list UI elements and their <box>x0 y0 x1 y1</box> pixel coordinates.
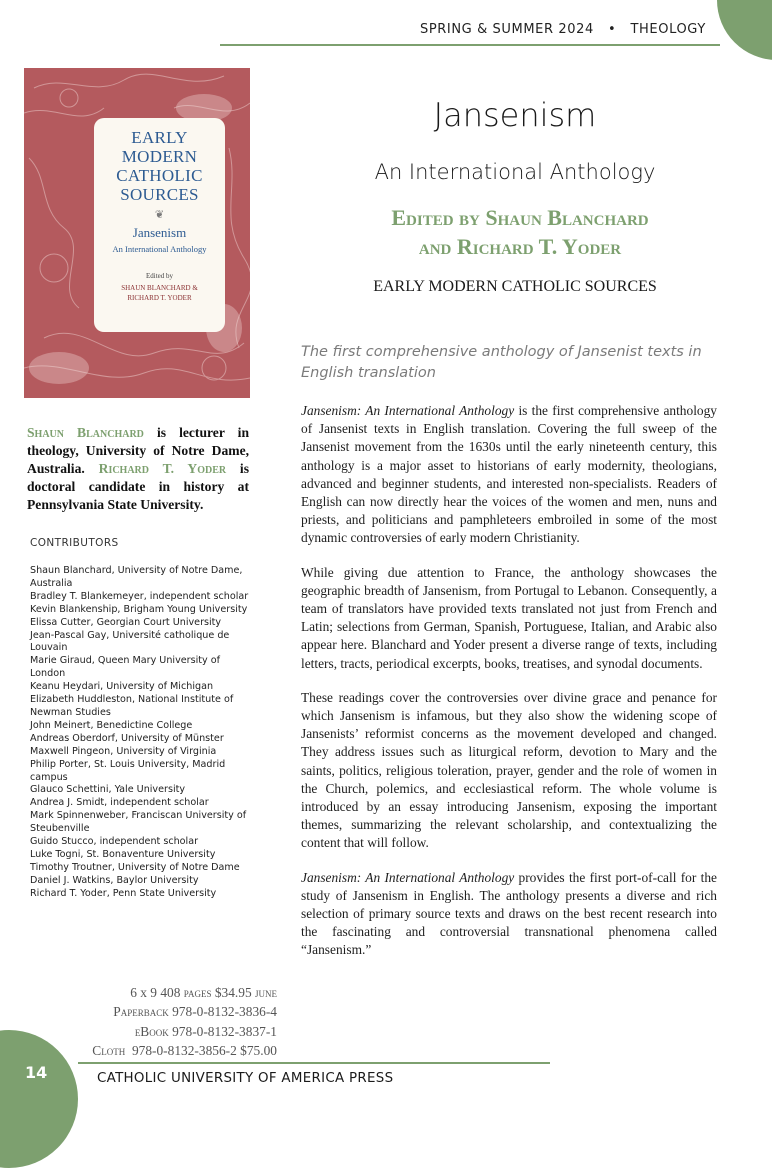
description-paragraph <box>301 689 717 853</box>
book-series: EARLY MODERN CATHOLIC SOURCES <box>373 278 657 295</box>
contributor-item: Richard T. Yoder, Penn State University <box>30 887 217 899</box>
contributors-heading: CONTRIBUTORS <box>30 537 119 549</box>
cover-edited-by: Edited by <box>145 272 174 280</box>
editors-line: Edited by Shaun Blanchard <box>391 205 649 230</box>
corner-decoration-top-right <box>717 0 772 60</box>
contributor-item: Kevin Blankenship, Brigham Young University <box>30 603 248 615</box>
publisher-name: CATHOLIC UNIVERSITY OF AMERICA PRESS <box>97 1071 394 1086</box>
paragraph-text: These readings cover the controversies over divine grace and penance for which Jansenism is infamous, but they also show the widening scope of Jansenists’ reformist concerns as the movement developed and changed. They address issues such as liturgical reform, devotion to Mary and the saints, politics, religious toleration, prayer, gender and the role of women in the Church, polemics, and ecclesiastical reform. The whole volume is introduced by an essay introducing Jansenism, exposing the important themes, summarizing the relevant scholarship, and contextualizing the content that will follow. <box>301 689 717 851</box>
pricing-line <box>40 1041 277 1060</box>
contributor-item: Jean-Pascal Gay, Université catholique de Louvain <box>30 629 230 654</box>
cover-title: Jansenism <box>132 225 187 240</box>
contributor-item: Elizabeth Huddleston, National Institute of Newman Studies <box>30 694 234 718</box>
cover-title-panel <box>94 118 225 332</box>
running-header <box>420 22 706 37</box>
book-subtitle: An International Anthology <box>374 160 656 184</box>
header-category: THEOLOGY <box>630 22 706 37</box>
cover-subtitle: An International Anthology <box>112 244 207 254</box>
page-number: 14 <box>25 1063 48 1082</box>
author-bio-text: is lecturer in theology, University of Notre Dame, Australia. <box>27 425 250 476</box>
book-editors <box>300 203 740 261</box>
isbn: 978-0-8132-3836-4 <box>172 1004 277 1020</box>
paragraph-text: While giving due attention to France, the anthology showcases the geographic breadth of Jansenism, from Portugal to Lebanon. Consequently, a team of translators have provided texts translated not just from French and Latin; selections from German, Spanish, Portuguese, Italian, and Arabic also appear here. Blanchard and Yoder present a diverse range of texts, including letters, tracts, periodical excerpts, books, treatises, and synodal documents. <box>301 564 717 671</box>
book-cover <box>24 68 250 398</box>
header-separator: • <box>608 22 617 37</box>
format-label: eBook <box>134 1023 169 1039</box>
pricing-info <box>40 983 277 1060</box>
header-season: SPRING & SUMMER 2024 <box>420 22 594 37</box>
contributor-item: Glauco Schettini, Yale University <box>30 784 186 796</box>
description-paragraph <box>301 564 717 673</box>
contributor-item: Mark Spinnenweber, Franciscan University of Steubenville <box>30 810 247 835</box>
header-rule <box>220 44 720 46</box>
cover-series-line: SOURCES <box>120 185 199 204</box>
isbn: 978-0-8132-3856-2 $75.00 <box>131 1042 277 1058</box>
author-name: Richard T. Yoder <box>98 461 227 476</box>
fleuron-icon: ❦ <box>154 209 165 221</box>
contributor-item: John Meinert, Benedictine College <box>30 719 193 731</box>
page-count: 408 pages <box>160 985 212 1000</box>
price: $34.95 <box>214 985 252 1000</box>
contributor-item: Marie Giraud, Queen Mary University of London <box>30 655 220 680</box>
cover-editors <box>94 283 225 303</box>
contributor-item: Keanu Heydari, University of Michigan <box>30 681 214 693</box>
contributor-item: Maxwell Pingeon, University of Virginia <box>30 745 217 757</box>
book-description <box>301 402 717 976</box>
contributors-list <box>30 565 252 901</box>
cover-series-line: MODERN <box>121 147 198 166</box>
editors-line: and Richard T. Yoder <box>418 234 622 259</box>
book-title-italic: Jansenism: An International Anthology <box>301 869 515 885</box>
contributor-item: Shaun Blanchard, University of Notre Dame, Australia <box>30 565 243 589</box>
cover-editor-line: SHAUN BLANCHARD & <box>121 284 198 292</box>
author-name: Shaun Blanchard <box>27 425 144 440</box>
paragraph-text: is the first comprehensive anthology of Jansenist texts in English translation. Covering the full sweep of the Jansenist movement from the 1630s until the early nineteenth century, this anthology is a major asset to historians of early modernity, theologians, advanced and beginner students, and interested non-specialists. Readers of English can now directly hear the voices of the women and men, nuns and priests, and politicians and pamphleteers embroiled in some of the most dynamic controversies of early modern Christianity. <box>301 403 718 546</box>
contributor-item: Elissa Cutter, Georgian Court University <box>30 616 222 628</box>
pub-month: june <box>255 985 277 1000</box>
book-title-italic: Jansenism: An International Anthology <box>301 403 515 418</box>
contributor-item: Luke Togni, St. Bonaventure University <box>30 848 216 860</box>
cover-series-line: EARLY <box>131 128 188 147</box>
contributor-item: Andrea J. Smidt, independent scholar <box>30 797 209 809</box>
pricing-line <box>40 1002 277 1021</box>
author-bio <box>27 424 249 514</box>
book-title: Jansenism <box>433 96 597 134</box>
contributor-item: Timothy Troutner, University of Notre Dame <box>30 861 240 873</box>
trim-size: 6 x 9 <box>130 985 157 1000</box>
description-paragraph <box>301 402 717 548</box>
cover-series <box>94 128 225 204</box>
cover-editor-line: RICHARD T. YODER <box>127 294 192 302</box>
paragraph-text: provides the first port-of-call for the study of Jansenism in English. The anthology presents a diverse and rich selection of primary source texts and draws on the best recent research into the fascinating and controversial transnational phenomena called “Jansenism.” <box>301 869 717 958</box>
book-tagline: The first comprehensive anthology of Jansenist texts in English translation <box>301 344 702 381</box>
format-label: Cloth <box>92 1042 126 1058</box>
description-paragraph <box>301 869 717 960</box>
pricing-line <box>40 1022 277 1041</box>
contributor-item: Philip Porter, St. Louis University, Madrid campus <box>30 758 226 783</box>
format-label: Paperback <box>113 1004 169 1020</box>
contributor-item: Guido Stucco, independent scholar <box>30 836 199 848</box>
contributor-item: Bradley T. Blankemeyer, independent scholar <box>30 590 249 602</box>
isbn: 978-0-8132-3837-1 <box>172 1023 277 1039</box>
pricing-line <box>40 983 277 1002</box>
author-bio-text: is doctoral candidate in history at Pennsylvania State University. <box>27 461 250 512</box>
contributor-item: Daniel J. Watkins, Baylor University <box>30 874 199 886</box>
footer-rule <box>78 1062 550 1064</box>
cover-series-line: CATHOLIC <box>116 166 203 185</box>
contributor-item: Andreas Oberdorf, University of Münster <box>30 732 224 744</box>
